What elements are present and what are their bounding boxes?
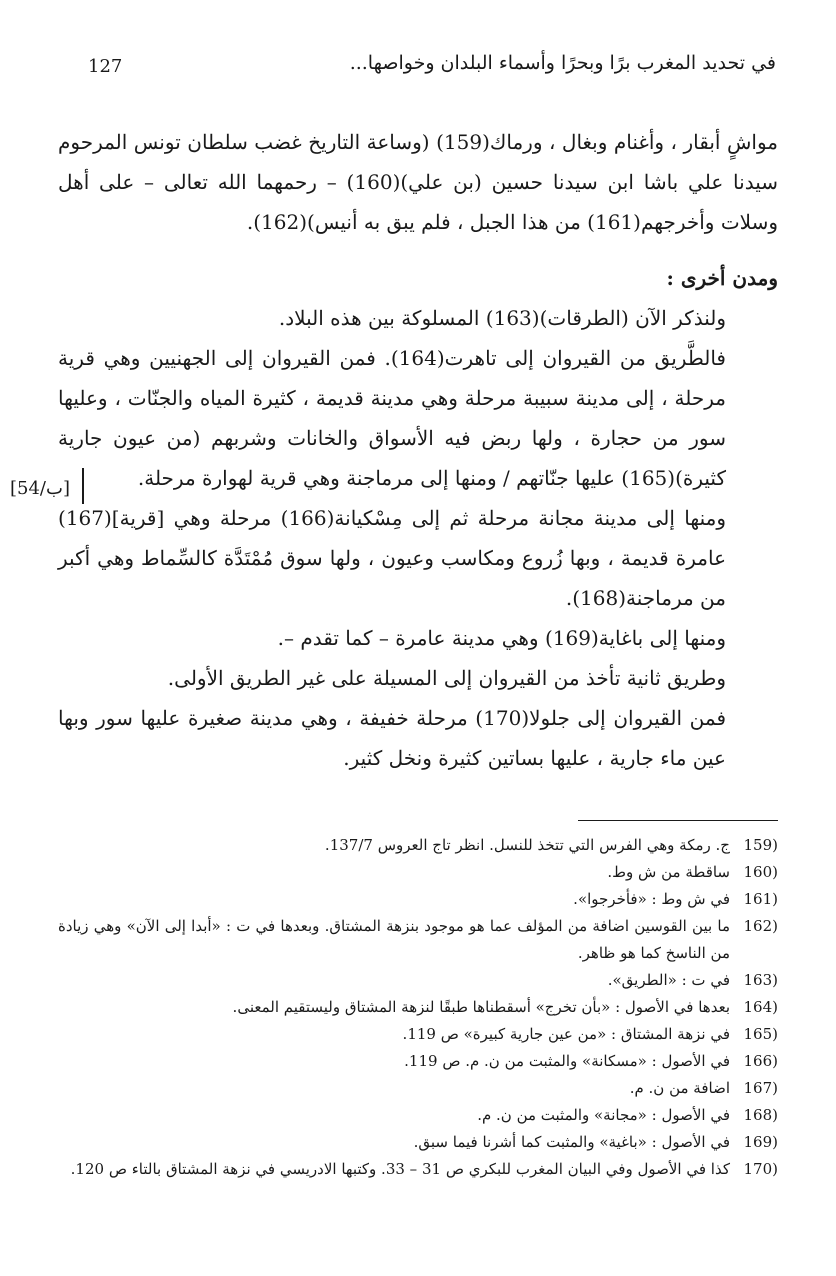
footnote	[58, 913, 778, 967]
page-number: 127	[88, 56, 123, 77]
footnote-number: (163	[743, 971, 778, 989]
paragraph: وطريق ثانية تأخذ من القيروان إلى المسيلة على غير الطريق الأولى.	[167, 666, 726, 690]
footnote	[58, 832, 778, 859]
footnote-text: ساقطة من ش وط.	[607, 863, 730, 881]
footnote	[58, 1075, 778, 1102]
footnote-text: في الأصول : «مسكانة» والمثبت من ن. م. ص 119.	[404, 1052, 730, 1070]
footnote	[58, 994, 778, 1021]
footnote-separator	[578, 820, 778, 821]
footnote-text: في الأصول : «باغية» والمثبت كما أشرنا فيما سبق.	[413, 1133, 730, 1151]
paragraph: مواشٍ أبقار ، وأغنام وبغال ، ورماك(159) (وساعة التاريخ غضب سلطان تونس المرحوم سيدنا علي باشا ابن سيدنا حسين (بن علي)(160) – رحمهما الله تعالى – على أهل وسلات وأخرجهم(161) من هذا الجبل ، فلم يبق به أنيس)(162).	[58, 130, 778, 234]
footnote-text: في ش وط : «فأخرجوا».	[573, 890, 730, 908]
footnote-number: (167	[743, 1079, 778, 1097]
footnote-number: (169	[743, 1133, 778, 1151]
paragraph: ولنذكر الآن (الطرقات)(163) المسلوكة بين هذه البلاد.	[278, 306, 726, 330]
footnote-number: (170	[743, 1160, 778, 1178]
paragraph: ومنها إلى مدينة مجانة مرحلة ثم إلى مِسْكيانة(166) مرحلة وهي [قرية](167) عامرة قديمة ، وبها زُروع ومكاسب وعيون ، ولها سوق مُمْتَدَّة كالسِّماط وهي أكبر من مرماجنة(168).	[58, 506, 727, 610]
footnote-number: (168	[743, 1106, 778, 1124]
footnote-text: في نزهة المشتاق : «من عين جارية كبيرة» ص 119.	[402, 1025, 730, 1043]
footnote-text: في الأصول : «مجانة» والمثبت من ن. م.	[477, 1106, 730, 1124]
footnote-text: بعدها في الأصول : «بأن تخرج» أسقطناها طبقًا لنزهة المشتاق وليستقيم المعنى.	[232, 998, 730, 1016]
footnote-number: (161	[743, 890, 778, 908]
folio-marker: [54/ب]	[10, 478, 70, 499]
footnote-number: (159	[743, 836, 778, 854]
footnote-text: اضافة من ن. م.	[629, 1079, 730, 1097]
footnote	[58, 886, 778, 913]
footnote-number: (165	[743, 1025, 778, 1043]
main-text	[58, 122, 778, 778]
footnote	[58, 1129, 778, 1156]
footnote-text: ج. رمكة وهي الفرس التي تتخذ للنسل. انظر تاج العروس 137/7.	[324, 836, 730, 854]
paragraph: فمن القيروان إلى جلولا(170) مرحلة خفيفة ، وهي مدينة صغيرة عليها سور وبها عين ماء جارية ، عليها بساتين كثيرة ونخل كثير.	[58, 706, 727, 770]
footnote-text: ما بين القوسين اضافة من المؤلف عما هو موجود بنزهة المشتاق. وبعدها في ت : «أبدا إلى الآن» وهي زيادة من الناسخ كما هو ظاهر.	[58, 917, 730, 962]
footnotes	[58, 832, 778, 1183]
footnote	[58, 859, 778, 886]
footnote-number: (164	[743, 998, 778, 1016]
footnote	[58, 1156, 778, 1183]
footnote-number: (166	[743, 1052, 778, 1070]
footnote	[58, 967, 778, 994]
section-heading: ومدن أخرى :	[666, 266, 778, 290]
footnote-text: في ت : «الطريق».	[607, 971, 730, 989]
footnote-number: (160	[743, 863, 778, 881]
running-header-title: في تحديد المغرب برًا وبحرًا وأسماء البلدان وخواصها...	[349, 52, 776, 74]
paragraph: ومنها إلى باغاية(169) وهي مدينة عامرة – كما تقدم –.	[277, 626, 726, 650]
footnote	[58, 1021, 778, 1048]
paragraph: فالطَّريق من القيروان إلى تاهرت(164). فمن القيروان إلى الجهنيين وهي قرية مرحلة ، إلى مدينة سبيبة مرحلة وهي مدينة قديمة ، كثيرة المياه والجنّات ، وعليها سور من حجارة ، ولها ربض فيه الأسواق والخانات وشربهم (من عيون جارية كثيرة)(165) عليها جنّاتهم / ومنها إلى مرماجنة وهي قرية لهوارة مرحلة.	[58, 346, 726, 490]
footnote	[58, 1048, 778, 1075]
footnote-text: كذا في الأصول وفي البيان المغرب للبكري ص 31 – 33. وكتبها الادريسي في نزهة المشتاق بالتاء ص 120.	[70, 1160, 730, 1178]
footnote	[58, 1102, 778, 1129]
footnote-number: (162	[743, 917, 778, 935]
